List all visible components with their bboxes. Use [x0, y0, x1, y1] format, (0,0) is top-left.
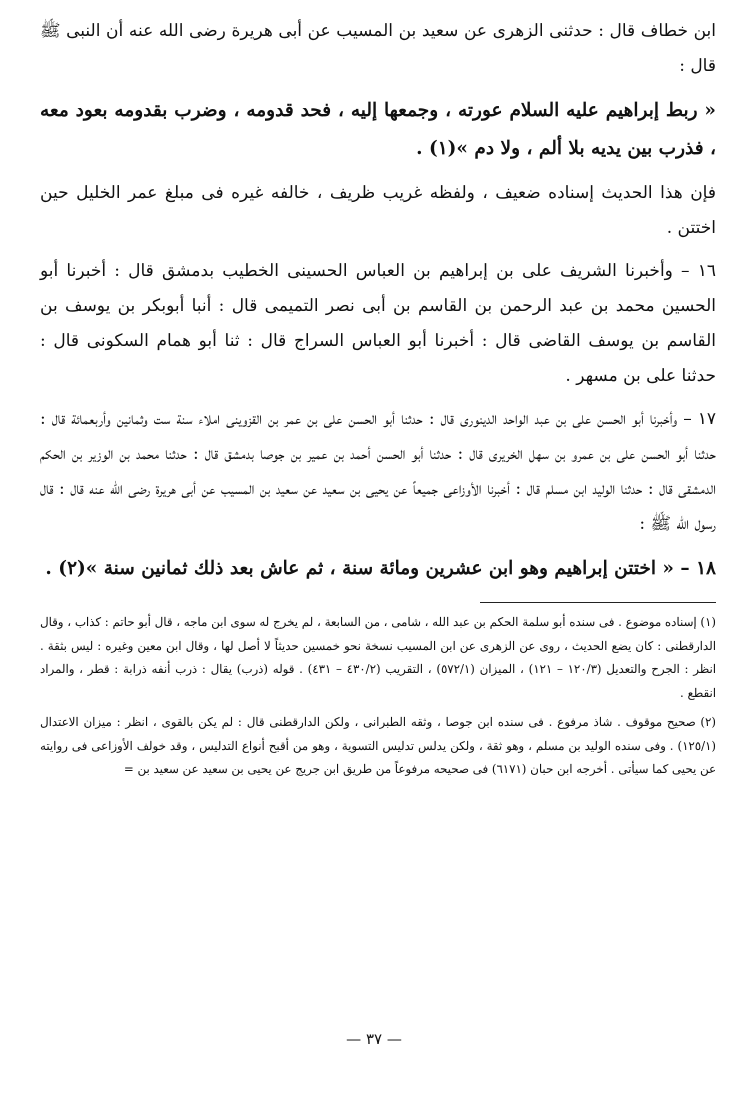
footnote-2: (٢) صحيح موقوف . شاذ مرفوع . فى سنده ابن جوصا ، وثقه الطبرانى ، ولكن الدارقطنى قال : لم يكن بالقوى ، انظر : ميزان الاعتدال (١٢٥/١) . وفى سنده الوليد بن مسلم ، وهو ثقة ، ولكن يدلس تدليس التسوية ، وهو من أقبح أنواع التدليس ، وقد خولف الأوزاعى فى روايته عن يحيى كما سيأتى . أخرجه ابن حبان (٦١٧١) فى صحيحه مرفوعاً من طريق ابن جريج عن يحيى بن سعيد عن سعيد بن =	[40, 715, 716, 776]
narration-18-hadith: ١٨ – « اختتن إبراهيم وهو ابن عشرين ومائة سنة ، ثم عاش بعد ذلك ثمانين سنة »(٢) .	[45, 558, 716, 579]
narration-17: ١٧ – وأخبرنا أبو الحسن على بن عبد الواحد الدينورى قال : حدثنا أبو الحسن على بن عمر بن القزوينى املاء سنة ست وثمانين وأربعمائة قال : حدثنا أبو الحسن على بن عمرو بن سهل الخريرى قال : حدثنا أبو الحسن أحمد بن عمير بن جوصا بدمشق قال : حدثنا محمد بن الوزير بن الحكم الدمشقى قال : حدثنا الوليد ابن مسلم قال : أخبرنا الأوزاعى جميعاً عن يحيى بن سعيد عن سعيد بن المسيب عن أبى هريرة رضى الله عنه قال : قال رسول الله ﷺ :	[40, 409, 716, 534]
footnote-divider	[480, 602, 716, 603]
narration-16: ١٦ – وأخبرنا الشريف على بن إبراهيم بن العباس الحسينى الخطيب بدمشق قال : أخبرنا أبو الحسين محمد بن عبد الرحمن بن القاسم بن أبى نصر التميمى قال : أنبا أبوبكر بن يوسف بن القاسم بن يوسف القاضى قال : أخبرنا أبو العباس السراج قال : ثنا أبو همام السكونى قال : حدثنا على بن مسهر .	[40, 261, 717, 386]
footnote-1: (١) إسناده موضوع . فى سنده أبو سلمة الحكم بن عبد الله ، شامى ، من السابعة ، لم يخرج له سوى ابن ماجه ، قال أبو حاتم : كذاب ، وقال الدارقطنى : كان يضع الحديث ، روى عن الزهرى عن ابن المسيب نسخة نحو خمسين حديثاً لا أصل لها ، وقال ابن معين وغيره : ليس بثقة . انظر : الجرح والتعديل (١٢٠/٣ – ١٢١) ، الميزان (٥٧٢/١) ، التقريب (٤٣٠/٢ – ٤٣١) . قوله (ذرب) يقال : ذرب أنفه ذرابة : قطر ، والمراد انقطع .	[40, 615, 717, 700]
commentary-paragraph: فإن هذا الحديث إسناده ضعيف ، ولفظه غريب ظريف ، خالفه غيره فى مبلغ عمر الخليل حين اختتن .	[40, 183, 716, 238]
hadith-paragraph: « ربط إبراهيم عليه السلام عورته ، وجمعها إليه ، فحد قدومه ، وضرب بقدومه بعود معه ، فذرب بين يديه بلا ألم ، ولا دم »(١) .	[40, 100, 716, 159]
isnad-paragraph: ابن خطاف قال : حدثنى الزهرى عن سعيد بن المسيب عن أبى هريرة رضى الله عنه أن النبى ﷺ قال :	[40, 21, 716, 76]
page-number: — ٣٧ —	[346, 1030, 402, 1048]
